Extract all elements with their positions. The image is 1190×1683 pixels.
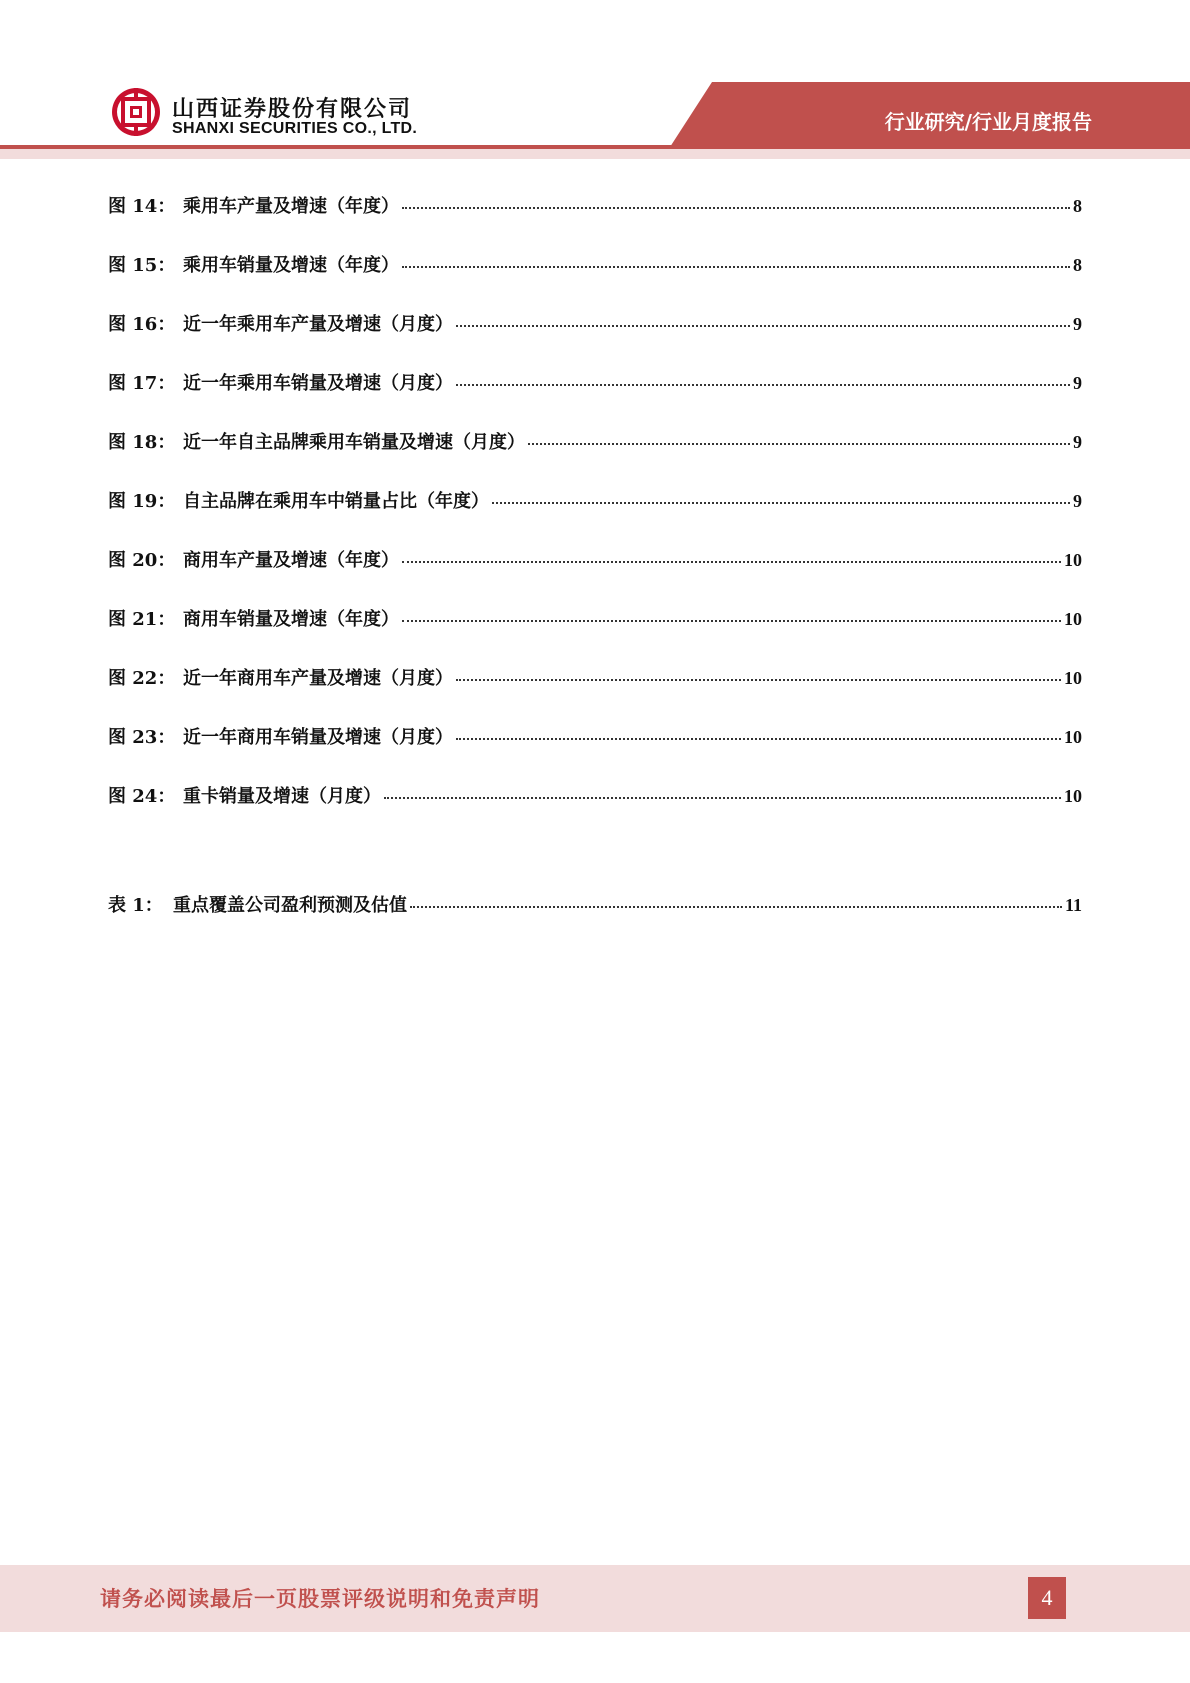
toc-entry-figure-21[interactable]: [108, 605, 1082, 664]
toc-leader-dots: [402, 266, 1070, 268]
toc-page-number: 9: [1073, 432, 1082, 452]
disclaimer-text: 请务必阅读最后一页股票评级说明和免责声明: [100, 1586, 540, 1611]
toc-leader-dots: [402, 207, 1070, 209]
toc-table-title: 重点覆盖公司盈利预测及估值: [173, 895, 407, 916]
toc-entry-figure-17[interactable]: [108, 369, 1082, 428]
toc-figure-label: 图 17：: [108, 373, 176, 394]
toc-leader-dots: [410, 906, 1062, 908]
toc-figure-title: 近一年商用车产量及增速（月度）: [183, 668, 453, 689]
toc-entry-figure-14[interactable]: [108, 192, 1082, 251]
shanxi-securities-logo-icon: [110, 86, 162, 138]
toc-entry-figure-23[interactable]: [108, 723, 1082, 782]
page-number-badge: 4: [1028, 1577, 1066, 1619]
toc-figure-label: 图 22：: [108, 668, 176, 689]
toc-figure-title: 重卡销量及增速（月度）: [183, 786, 381, 807]
toc-figure-title: 近一年商用车销量及增速（月度）: [183, 727, 453, 748]
toc-figure-label: 图 16：: [108, 314, 176, 335]
toc-table-label: 表 1：: [108, 895, 163, 916]
toc-page-number: 10: [1064, 727, 1082, 747]
report-type-label: 行业研究/行业月度报告: [884, 110, 1092, 134]
toc-leader-dots: [402, 561, 1061, 563]
toc-leader-dots: [384, 797, 1061, 799]
toc-entry-table-1[interactable]: [108, 891, 1082, 950]
toc-figure-label: 图 14：: [108, 196, 176, 217]
toc-figure-label: 图 18：: [108, 432, 176, 453]
page-header: [0, 0, 1190, 165]
toc-entry-figure-20[interactable]: [108, 546, 1082, 605]
toc-entry-figure-16[interactable]: [108, 310, 1082, 369]
toc-leader-dots: [528, 443, 1070, 445]
toc-leader-dots: [456, 384, 1070, 386]
toc-figure-label: 图 23：: [108, 727, 176, 748]
toc-leader-dots: [456, 738, 1061, 740]
toc-figure-label: 图 19：: [108, 491, 176, 512]
toc-figure-title: 近一年乘用车产量及增速（月度）: [183, 314, 453, 335]
toc-leader-dots: [456, 325, 1070, 327]
toc-page-number: 11: [1064, 895, 1082, 915]
toc-figure-title: 近一年自主品牌乘用车销量及增速（月度）: [183, 432, 525, 453]
toc-entry-figure-15[interactable]: [108, 251, 1082, 310]
company-name-cn: 山西证券股份有限公司: [172, 97, 413, 122]
toc-figure-title: 商用车销量及增速（年度）: [183, 609, 399, 630]
toc-entry-figure-18[interactable]: [108, 428, 1082, 487]
toc-figure-title: 近一年乘用车销量及增速（月度）: [183, 373, 453, 394]
toc-entry-figure-22[interactable]: [108, 664, 1082, 723]
toc-leader-dots: [402, 620, 1061, 622]
toc-page-number: 10: [1064, 609, 1082, 629]
toc-figure-label: 图 15：: [108, 255, 176, 276]
toc-leader-dots: [492, 502, 1070, 504]
toc-page-number: 8: [1073, 196, 1082, 216]
toc-page-number: 10: [1064, 786, 1082, 806]
toc-page-number: 10: [1064, 550, 1082, 570]
toc-page-number: 9: [1073, 314, 1082, 334]
toc-entry-figure-19[interactable]: [108, 487, 1082, 546]
toc-figure-title: 自主品牌在乘用车中销量占比（年度）: [183, 491, 489, 512]
toc-page-number: 9: [1073, 491, 1082, 511]
toc-figure-label: 图 20：: [108, 550, 176, 571]
toc-figure-label: 图 21：: [108, 609, 176, 630]
toc-page-number: 10: [1064, 668, 1082, 688]
header-band: [0, 0, 1190, 165]
toc-page-number: 8: [1073, 255, 1082, 275]
page-footer: [0, 1565, 1190, 1632]
toc-leader-dots: [456, 679, 1061, 681]
toc-entry-figure-24[interactable]: [108, 782, 1082, 841]
company-name-en: SHANXI SECURITIES CO., LTD.: [172, 120, 418, 137]
toc-figure-title: 乘用车销量及增速（年度）: [183, 255, 399, 276]
toc-figure-title: 商用车产量及增速（年度）: [183, 550, 399, 571]
toc-page-number: 9: [1073, 373, 1082, 393]
figure-table-of-contents: [108, 192, 1082, 950]
toc-figure-label: 图 24：: [108, 786, 176, 807]
toc-figure-title: 乘用车产量及增速（年度）: [183, 196, 399, 217]
